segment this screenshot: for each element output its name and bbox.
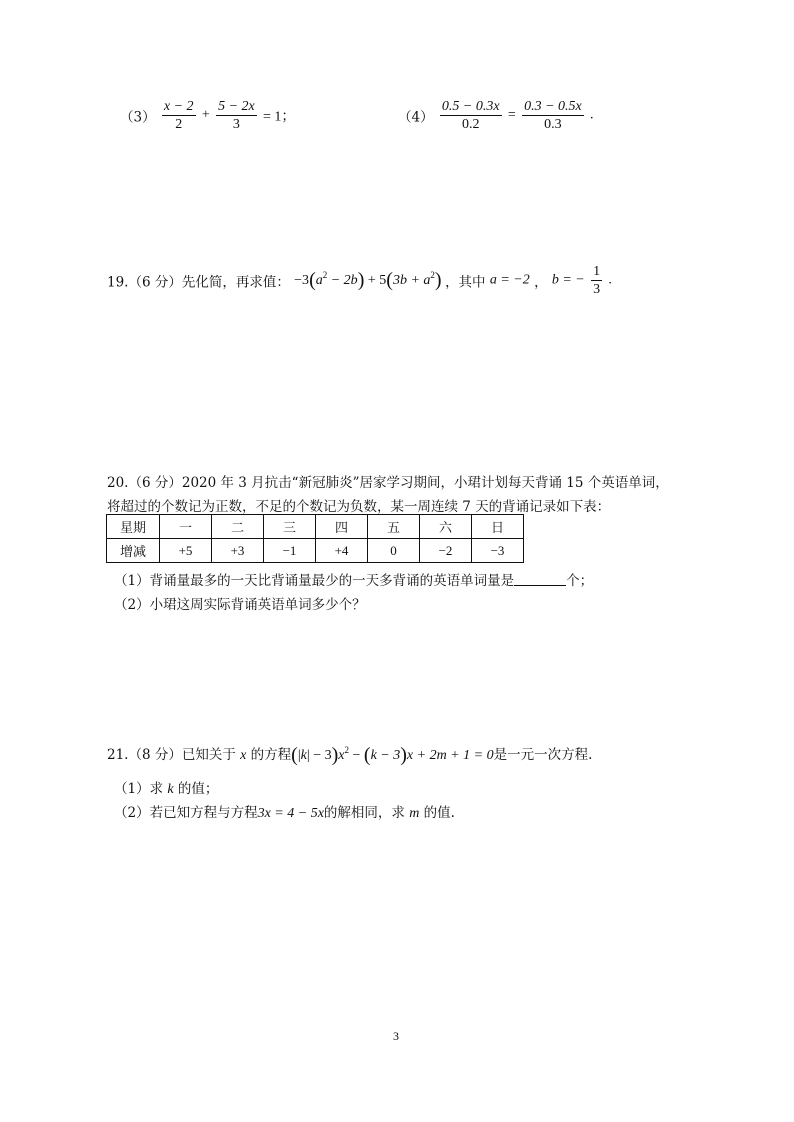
table-cell: 三	[264, 515, 316, 539]
table-cell: −2	[420, 539, 472, 563]
q18-part3-fraction-1: $\frac{x - 2}{2}$	[163, 99, 194, 132]
table-row-change	[107, 539, 524, 563]
question-21: 21.（8 分）已知关于 x 的方程$(|k| - 3)x^2 - (k - 3)x + 2m + 1 = 0$是一元一次方程.	[107, 744, 593, 766]
table-cell: 二	[212, 515, 264, 539]
q19-a-value: a = −2	[489, 272, 530, 288]
q21-subquestion-2: （2）若已知方程与方程3x = 4 − 5x的解相同，求 m 的值.	[114, 805, 455, 821]
q18-part4-fraction-2: $\frac{0.3 - 0.5x}{0.3}$	[524, 99, 582, 132]
q19-b-value: b = −	[551, 272, 585, 288]
table-cell: −3	[472, 539, 524, 563]
table-cell: −1	[264, 539, 316, 563]
q18-part4-fraction-1: $\frac{0.5 - 0.3x}{0.2}$	[441, 99, 500, 132]
table-cell: 四	[316, 515, 368, 539]
table-row-weekday	[107, 515, 524, 539]
q18-part4: （4） $\frac{0.5 - 0.3x}{0.2}$ = $\frac{0.3 - 0.5x}{0.3}$ .	[398, 99, 594, 132]
table-header-cell: 星期	[107, 515, 160, 539]
answer-blank	[514, 573, 566, 586]
table-cell: 六	[420, 515, 472, 539]
q18-part3-rhs: = 1；	[263, 109, 296, 125]
q19-expression: $-3(a^2 - 2b) + 5(3b + a^2)$	[294, 269, 442, 291]
table-cell: 五	[368, 515, 420, 539]
table-cell: +5	[160, 539, 212, 563]
q21-equation-2: 3x = 4 − 5x	[257, 806, 324, 821]
q18-part3-fraction-2: $\frac{5 - 2x}{3}$	[218, 99, 255, 132]
table-cell: 0	[368, 539, 420, 563]
q19-prefix: 19.（6 分）先化简，再求值：	[107, 274, 290, 291]
q20-subquestion-1: （1）背诵量最多的一天比背诵量最少的一天多背诵的英语单词量是 个；	[114, 573, 594, 589]
table-cell: 日	[472, 515, 524, 539]
table-header-cell: 增减	[107, 539, 160, 563]
q18-part3: （3） $\frac{x - 2}{2}$ + $\frac{5 - 2x}{3}$ = 1；	[120, 99, 296, 132]
q18-part3-label: （3）	[120, 109, 156, 126]
q20-subquestion-2: （2）小珺这周实际背诵英语单词多少个？	[114, 597, 366, 613]
table-cell: 一	[160, 515, 212, 539]
q20-line-2: 将超过的个数记为正数，不足的个数记为负数，某一周连续 7 天的背诵记录如下表：	[107, 499, 611, 515]
table-cell: +4	[316, 539, 368, 563]
table-cell: +3	[212, 539, 264, 563]
q20-line-1: 20.（6 分）2020 年 3 月抗击“新冠肺炎”居家学习期间，小珺计划每天背诵 15 个英语单词，	[107, 475, 669, 491]
question-19: 19.（6 分）先化简，再求值： $-3(a^2 - 2b) + 5(3b + a^2)$ ，其中 a = −2 ， b = − $\frac{1}{3}$ .	[107, 264, 612, 297]
q18-part4-label: （4）	[398, 109, 434, 126]
page-number: 3	[393, 1029, 399, 1043]
q21-equation: $(|k| - 3)x^2 - (k - 3)x + 2m + 1 = 0$	[291, 744, 494, 766]
q19-b-fraction: $\frac{1}{3}$	[593, 264, 601, 297]
q21-subquestion-1: （1）求 k 的值；	[114, 781, 219, 797]
q20-record-table	[106, 514, 524, 563]
